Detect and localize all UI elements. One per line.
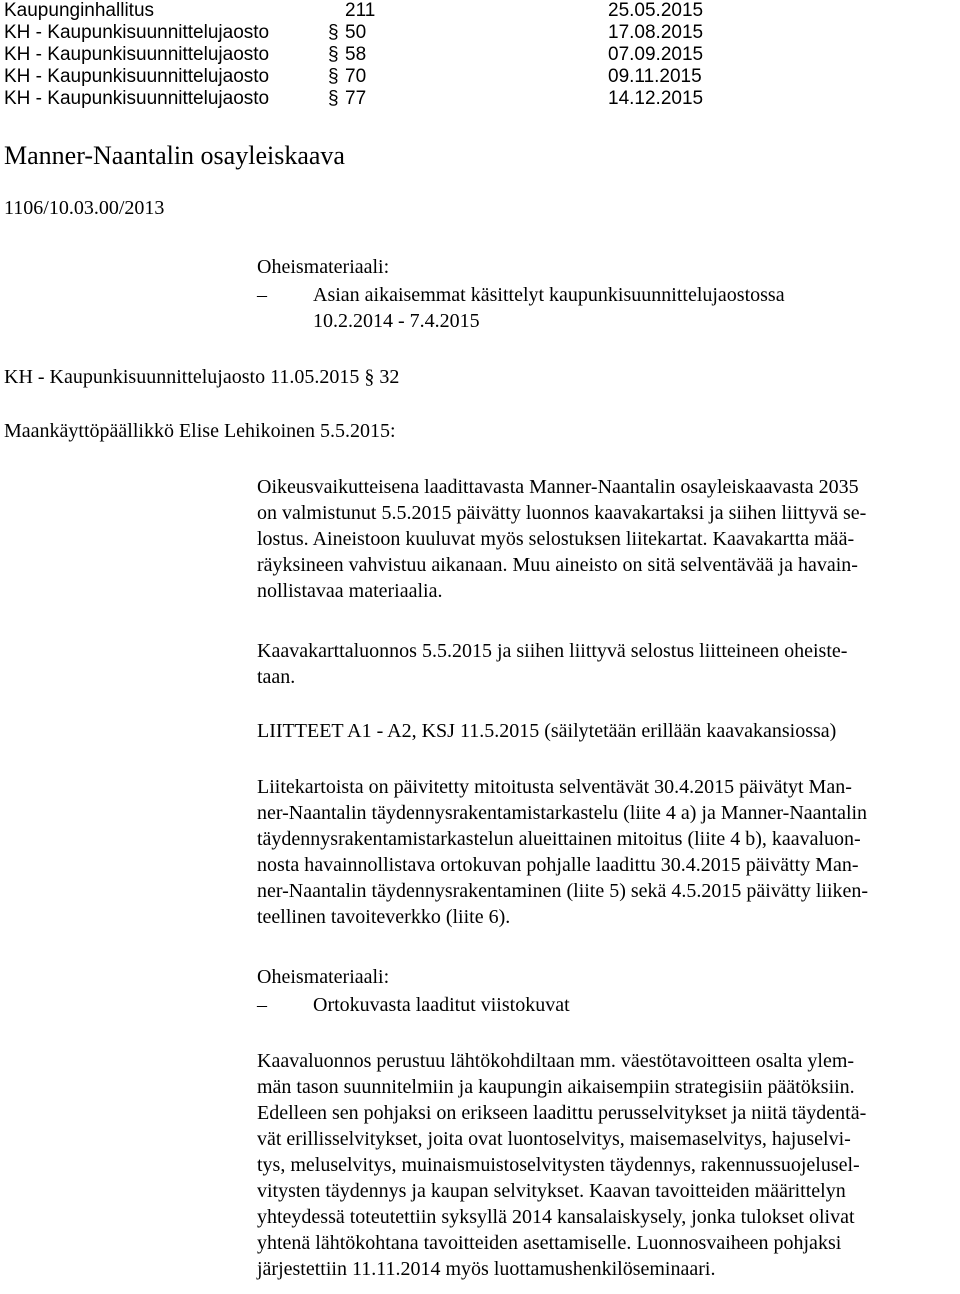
header-row <box>0 22 960 44</box>
attachment-label: Oheismateriaali: <box>257 966 390 988</box>
section-mark: § <box>328 22 339 43</box>
attachment-label: Oheismateriaali: <box>257 256 390 278</box>
header-body: KH - Kaupunkisuunnittelujaosto <box>4 88 270 109</box>
paragraph <box>257 638 957 690</box>
paragraph-line: ner-Naantalin täydennysrakentaminen (liite 5) sekä 4.5.2015 päivätty liiken- <box>257 880 869 902</box>
header-row <box>0 0 960 22</box>
header-date: 07.09.2015 <box>608 44 704 65</box>
section-mark: § <box>328 88 339 109</box>
paragraph-line: vät erillisselvitykset, joita ovat luontoselvitys, maisemaselvitys, hajuselvi- <box>257 1128 851 1150</box>
paragraph-line: teellinen tavoiteverkko (liite 6). <box>257 906 511 928</box>
section-mark: § <box>328 44 339 65</box>
header-number: 211 <box>345 0 376 21</box>
paragraph-line: vitysten täydennys ja kaupan selvitykset. Kaavan tavoitteiden määrittelyn <box>257 1180 846 1202</box>
header-number: 58 <box>345 44 367 65</box>
header-row <box>0 88 960 110</box>
paragraph-line: LIITTEET A1 - A2, KSJ 11.5.2015 (säilytetään erillään kaavakansiossa) <box>257 720 837 742</box>
attachments-line <box>257 718 957 744</box>
paragraph-line: räyksineen vahvistuu aikanaan. Muu aineisto on sitä selventävää ja havain- <box>257 554 858 576</box>
header-date: 14.12.2015 <box>608 88 704 109</box>
attachment-item: Asian aikaisemmat käsittelyt kaupunkisuunnittelujaostossa <box>313 284 785 306</box>
paragraph-line: lostus. Aineistoon kuuluvat myös selostuksen liitekartat. Kaavakartta mää- <box>257 528 855 550</box>
paragraph <box>257 774 957 930</box>
header-number: 70 <box>345 66 367 87</box>
paragraph-line: nollistavaa materiaalia. <box>257 580 443 602</box>
paragraph-line: yhtenä lähtökohtana tavoitteiden asettamiselle. Luonnosvaiheen pohjaksi <box>257 1232 842 1254</box>
paragraph-line: Liitekartoista on päivitetty mitoitusta selventävät 30.4.2015 päivätyt Man- <box>257 776 852 798</box>
section-mark: § <box>364 366 375 388</box>
header-body: KH - Kaupunkisuunnittelujaosto <box>4 22 270 43</box>
paragraph-line: Edelleen sen pohjaksi on erikseen laadittu perusselvitykset ja niitä täydentä- <box>257 1102 867 1124</box>
paragraph-line: on valmistunut 5.5.2015 päivätty luonnos kaavakartaksi ja siihen liittyvä se- <box>257 502 867 524</box>
diary-number: 1106/10.03.00/2013 <box>4 197 165 219</box>
header-date: 17.08.2015 <box>608 22 704 43</box>
header-date: 09.11.2015 <box>608 66 702 87</box>
dash-bullet: – <box>257 994 267 1016</box>
header-number: 77 <box>345 88 367 109</box>
paragraph-line: tys, meluselvitys, muinaismuistoselvitysten täydennys, rakennussuojelusel- <box>257 1154 860 1176</box>
paragraph-line: täydennysrakentamistarkastelun alueittainen mitoitus (liite 4 b), kaavaluon- <box>257 828 861 850</box>
paragraph-line: ner-Naantalin täydennysrakentamistarkastelu (liite 4 a) ja Manner-Naantalin <box>257 802 868 824</box>
section-mark: § <box>328 66 339 87</box>
paragraph-line: Oikeusvaikutteisena laadittavasta Manner-Naantalin osayleiskaavasta 2035 <box>257 476 859 498</box>
header-row <box>0 44 960 66</box>
paragraph-line: nosta havainnollistava ortokuvan pohjalle laadittu 30.4.2015 päivätty Man- <box>257 854 859 876</box>
attachment-item: Ortokuvasta laaditut viistokuvat <box>313 994 570 1016</box>
paragraph <box>257 474 957 604</box>
attachment-item-continued: 10.2.2014 - 7.4.2015 <box>313 310 480 332</box>
paragraph-line: Kaavakarttaluonnos 5.5.2015 ja siihen liittyvä selostus liitteineen oheiste- <box>257 640 848 662</box>
header-body: Kaupunginhallitus <box>4 0 155 21</box>
meeting-reference-text: KH - Kaupunkisuunnittelujaosto 11.05.2015 <box>4 366 360 388</box>
header-date: 25.05.2015 <box>608 0 704 21</box>
dash-bullet: – <box>257 284 267 306</box>
meeting-reference <box>4 364 399 390</box>
paragraph-line: män tason suunnitelmiin ja kaupungin aikaisempiin strategisiin päätöksiin. <box>257 1076 855 1098</box>
paragraph-line: yhteydessä toteutettiin syksyllä 2014 kansalaiskysely, jonka tulokset olivat <box>257 1206 855 1228</box>
header-body: KH - Kaupunkisuunnittelujaosto <box>4 44 270 65</box>
paragraph-line: järjestettiin 11.11.2014 myös luottamushenkilöseminaari. <box>257 1258 716 1280</box>
paragraph <box>257 1048 957 1282</box>
document-header <box>0 0 960 110</box>
paragraph-line: Kaavaluonnos perustuu lähtökohdiltaan mm. väestötavoitteen osalta ylem- <box>257 1050 855 1072</box>
meeting-reference-number: 32 <box>379 366 400 388</box>
paragraph-line: taan. <box>257 666 296 688</box>
header-number: 50 <box>345 22 367 43</box>
presenter: Maankäyttöpäällikkö Elise Lehikoinen 5.5.2015: <box>4 420 396 442</box>
header-row <box>0 66 960 88</box>
header-body: KH - Kaupunkisuunnittelujaosto <box>4 66 270 87</box>
document-title: Manner-Naantalin osayleiskaava <box>4 141 345 170</box>
